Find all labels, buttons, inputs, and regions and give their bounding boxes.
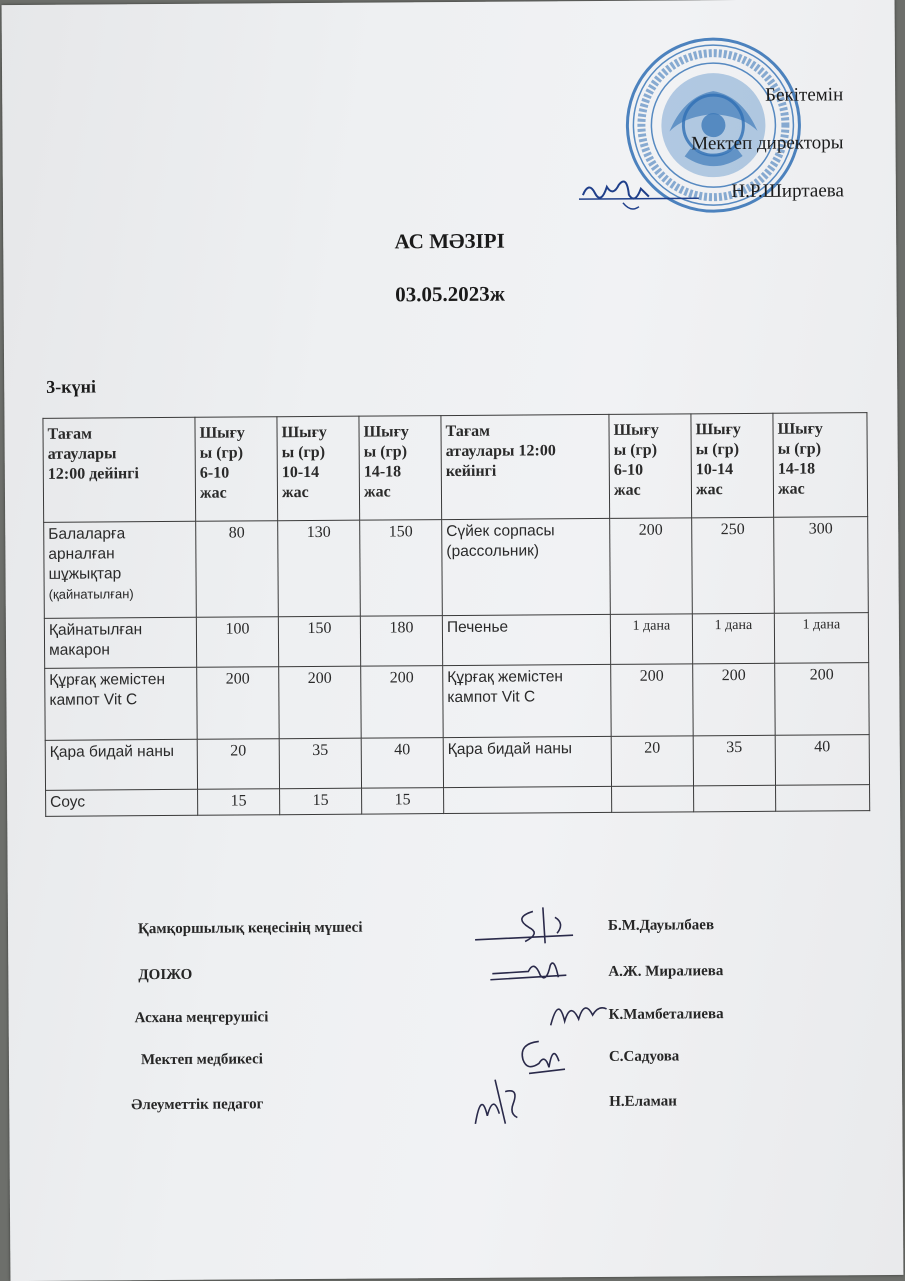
signature-icon — [544, 991, 614, 1031]
signer-role: ДОІЖО — [138, 966, 193, 984]
header-line: ы (гр) — [281, 443, 326, 462]
qty-cell: 15 — [198, 789, 280, 816]
header-line: Шығу — [363, 423, 409, 441]
header-line: ы (гр) — [199, 444, 244, 462]
header-name-after-noon — [441, 414, 610, 519]
header-line: Тағам — [47, 425, 93, 443]
signer-role: Асхана меңгерушісі — [134, 1009, 269, 1027]
dish-before-noon: Соус — [46, 789, 198, 816]
signer-name: С.Садуова — [608, 1048, 680, 1065]
approval-line-director-name: Н.Р.Ширтаева — [731, 180, 844, 203]
header-line: ы (гр) — [613, 441, 658, 459]
dish-before-noon: Қайнатылған макарон — [44, 617, 196, 668]
qty-cell: 180 — [360, 616, 442, 667]
header-line: жас — [695, 481, 723, 499]
qty-cell: 200 — [197, 667, 280, 740]
header-line: 14-18 — [777, 460, 816, 478]
dish-before-noon: Қара бидай наны — [45, 739, 197, 790]
signer-role: Қамқоршылық кеңесінің мүшесі — [137, 919, 363, 938]
header-line: жас — [613, 481, 641, 499]
signer-role: Әлеуметтік педагог — [131, 1096, 264, 1114]
qty-cell: 1 дана — [610, 614, 692, 665]
qty-cell: 20 — [611, 736, 693, 787]
qty-cell: 15 — [362, 788, 444, 815]
header-line: ы (гр) — [695, 440, 740, 459]
dish-name: Балаларға арналған шұжықтар — [48, 525, 126, 583]
qty-cell: 200 — [611, 664, 694, 737]
header-qty-14-18 — [359, 416, 442, 521]
header-line: жас — [777, 480, 805, 498]
header-line: атаулары — [47, 445, 117, 463]
signer-role: Мектеп медбикесі — [140, 1051, 264, 1069]
table-row — [46, 785, 870, 817]
qty-cell: 20 — [197, 739, 279, 790]
qty-cell: 300 — [774, 517, 869, 614]
header-qty-6-10-after — [609, 414, 692, 519]
header-line: 12:00 дейінгі — [47, 465, 140, 483]
approval-block — [691, 71, 844, 216]
approval-line-approve: Бекітемін — [765, 84, 844, 106]
signer-name: К.Мамбеталиева — [608, 1006, 724, 1023]
qty-cell: 200 — [693, 663, 776, 736]
qty-cell: 200 — [775, 663, 870, 736]
header-line: 6-10 — [613, 461, 644, 479]
header-line: кейінгі — [445, 462, 497, 481]
menu-date: 03.05.2023ж — [395, 281, 506, 307]
table-row — [44, 613, 868, 669]
qty-cell: 250 — [692, 517, 775, 614]
header-line: 6-10 — [199, 464, 230, 482]
header-name-before-noon — [43, 417, 196, 522]
header-line: атаулары 12:00 — [445, 442, 556, 461]
dish-after-noon: Сүйек сорпасы (рассольник) — [442, 518, 611, 615]
signature-icon — [488, 953, 568, 988]
qty-cell: 150 — [360, 520, 443, 617]
table-row — [45, 663, 869, 741]
header-line: Шығу — [695, 420, 741, 439]
header-line: 10-14 — [695, 461, 734, 479]
dish-after-noon: Печенье — [442, 614, 610, 665]
header-qty-14-18-after — [773, 413, 868, 518]
header-line: Шығу — [777, 420, 823, 438]
header-qty-10-14 — [277, 416, 360, 521]
director-signature-icon — [579, 166, 699, 219]
dish-before-noon: Құрғақ жемістен кампот Vit C — [45, 667, 197, 740]
day-label: 3-күні — [46, 376, 97, 397]
qty-cell: 35 — [693, 735, 775, 786]
header-qty-10-14-after — [691, 413, 774, 518]
qty-cell: 200 — [361, 666, 444, 739]
header-line: жас — [363, 483, 391, 501]
header-line: 10-14 — [281, 463, 320, 482]
header-qty-6-10 — [195, 417, 278, 522]
table-header-row — [43, 413, 868, 523]
qty-cell: 100 — [196, 617, 278, 668]
dish-after-noon: Қара бидай наны — [443, 736, 611, 787]
menu-table — [42, 412, 870, 817]
header-line: жас — [199, 484, 227, 502]
header-line: Шығу — [281, 423, 327, 442]
dish-after-noon: Құрғақ жемістен кампот Vit C — [443, 664, 611, 737]
qty-cell — [776, 785, 870, 812]
dish-note: (қайнатылған) — [48, 586, 134, 602]
header-line: 14-18 — [363, 463, 402, 481]
header-line: ы (гр) — [363, 443, 408, 461]
dish-after-noon — [444, 786, 612, 813]
page-title: АС МӘЗІРІ — [394, 228, 505, 254]
qty-cell: 200 — [610, 518, 693, 615]
qty-cell: 150 — [278, 616, 360, 667]
header-line: Тағам — [445, 422, 491, 441]
signature-icon — [465, 1073, 531, 1129]
header-line: ы (гр) — [777, 440, 822, 458]
signature-icon — [509, 1033, 569, 1077]
signer-name: А.Ж. Миралиева — [608, 963, 724, 980]
qty-cell: 35 — [279, 738, 361, 789]
header-line: Шығу — [613, 421, 659, 439]
qty-cell: 200 — [279, 666, 362, 739]
document-page — [2, 0, 904, 1281]
qty-cell: 1 дана — [774, 613, 868, 664]
table-row — [45, 735, 869, 791]
qty-cell — [612, 786, 694, 813]
qty-cell: 1 дана — [692, 613, 774, 664]
dish-before-noon — [44, 521, 197, 618]
header-line: Шығу — [199, 424, 245, 442]
signer-name: Н.Еламан — [609, 1093, 677, 1110]
approval-line-position: Мектеп директоры — [691, 132, 844, 155]
qty-cell: 80 — [196, 521, 279, 618]
table-row — [44, 517, 869, 619]
signature-icon — [473, 903, 583, 948]
header-line: жас — [281, 484, 309, 502]
qty-cell: 40 — [361, 738, 443, 789]
qty-cell: 15 — [280, 788, 362, 815]
signer-name: Б.М.Дауылбаев — [607, 917, 715, 934]
qty-cell — [694, 785, 776, 812]
qty-cell: 40 — [775, 735, 869, 786]
qty-cell: 130 — [278, 520, 361, 617]
